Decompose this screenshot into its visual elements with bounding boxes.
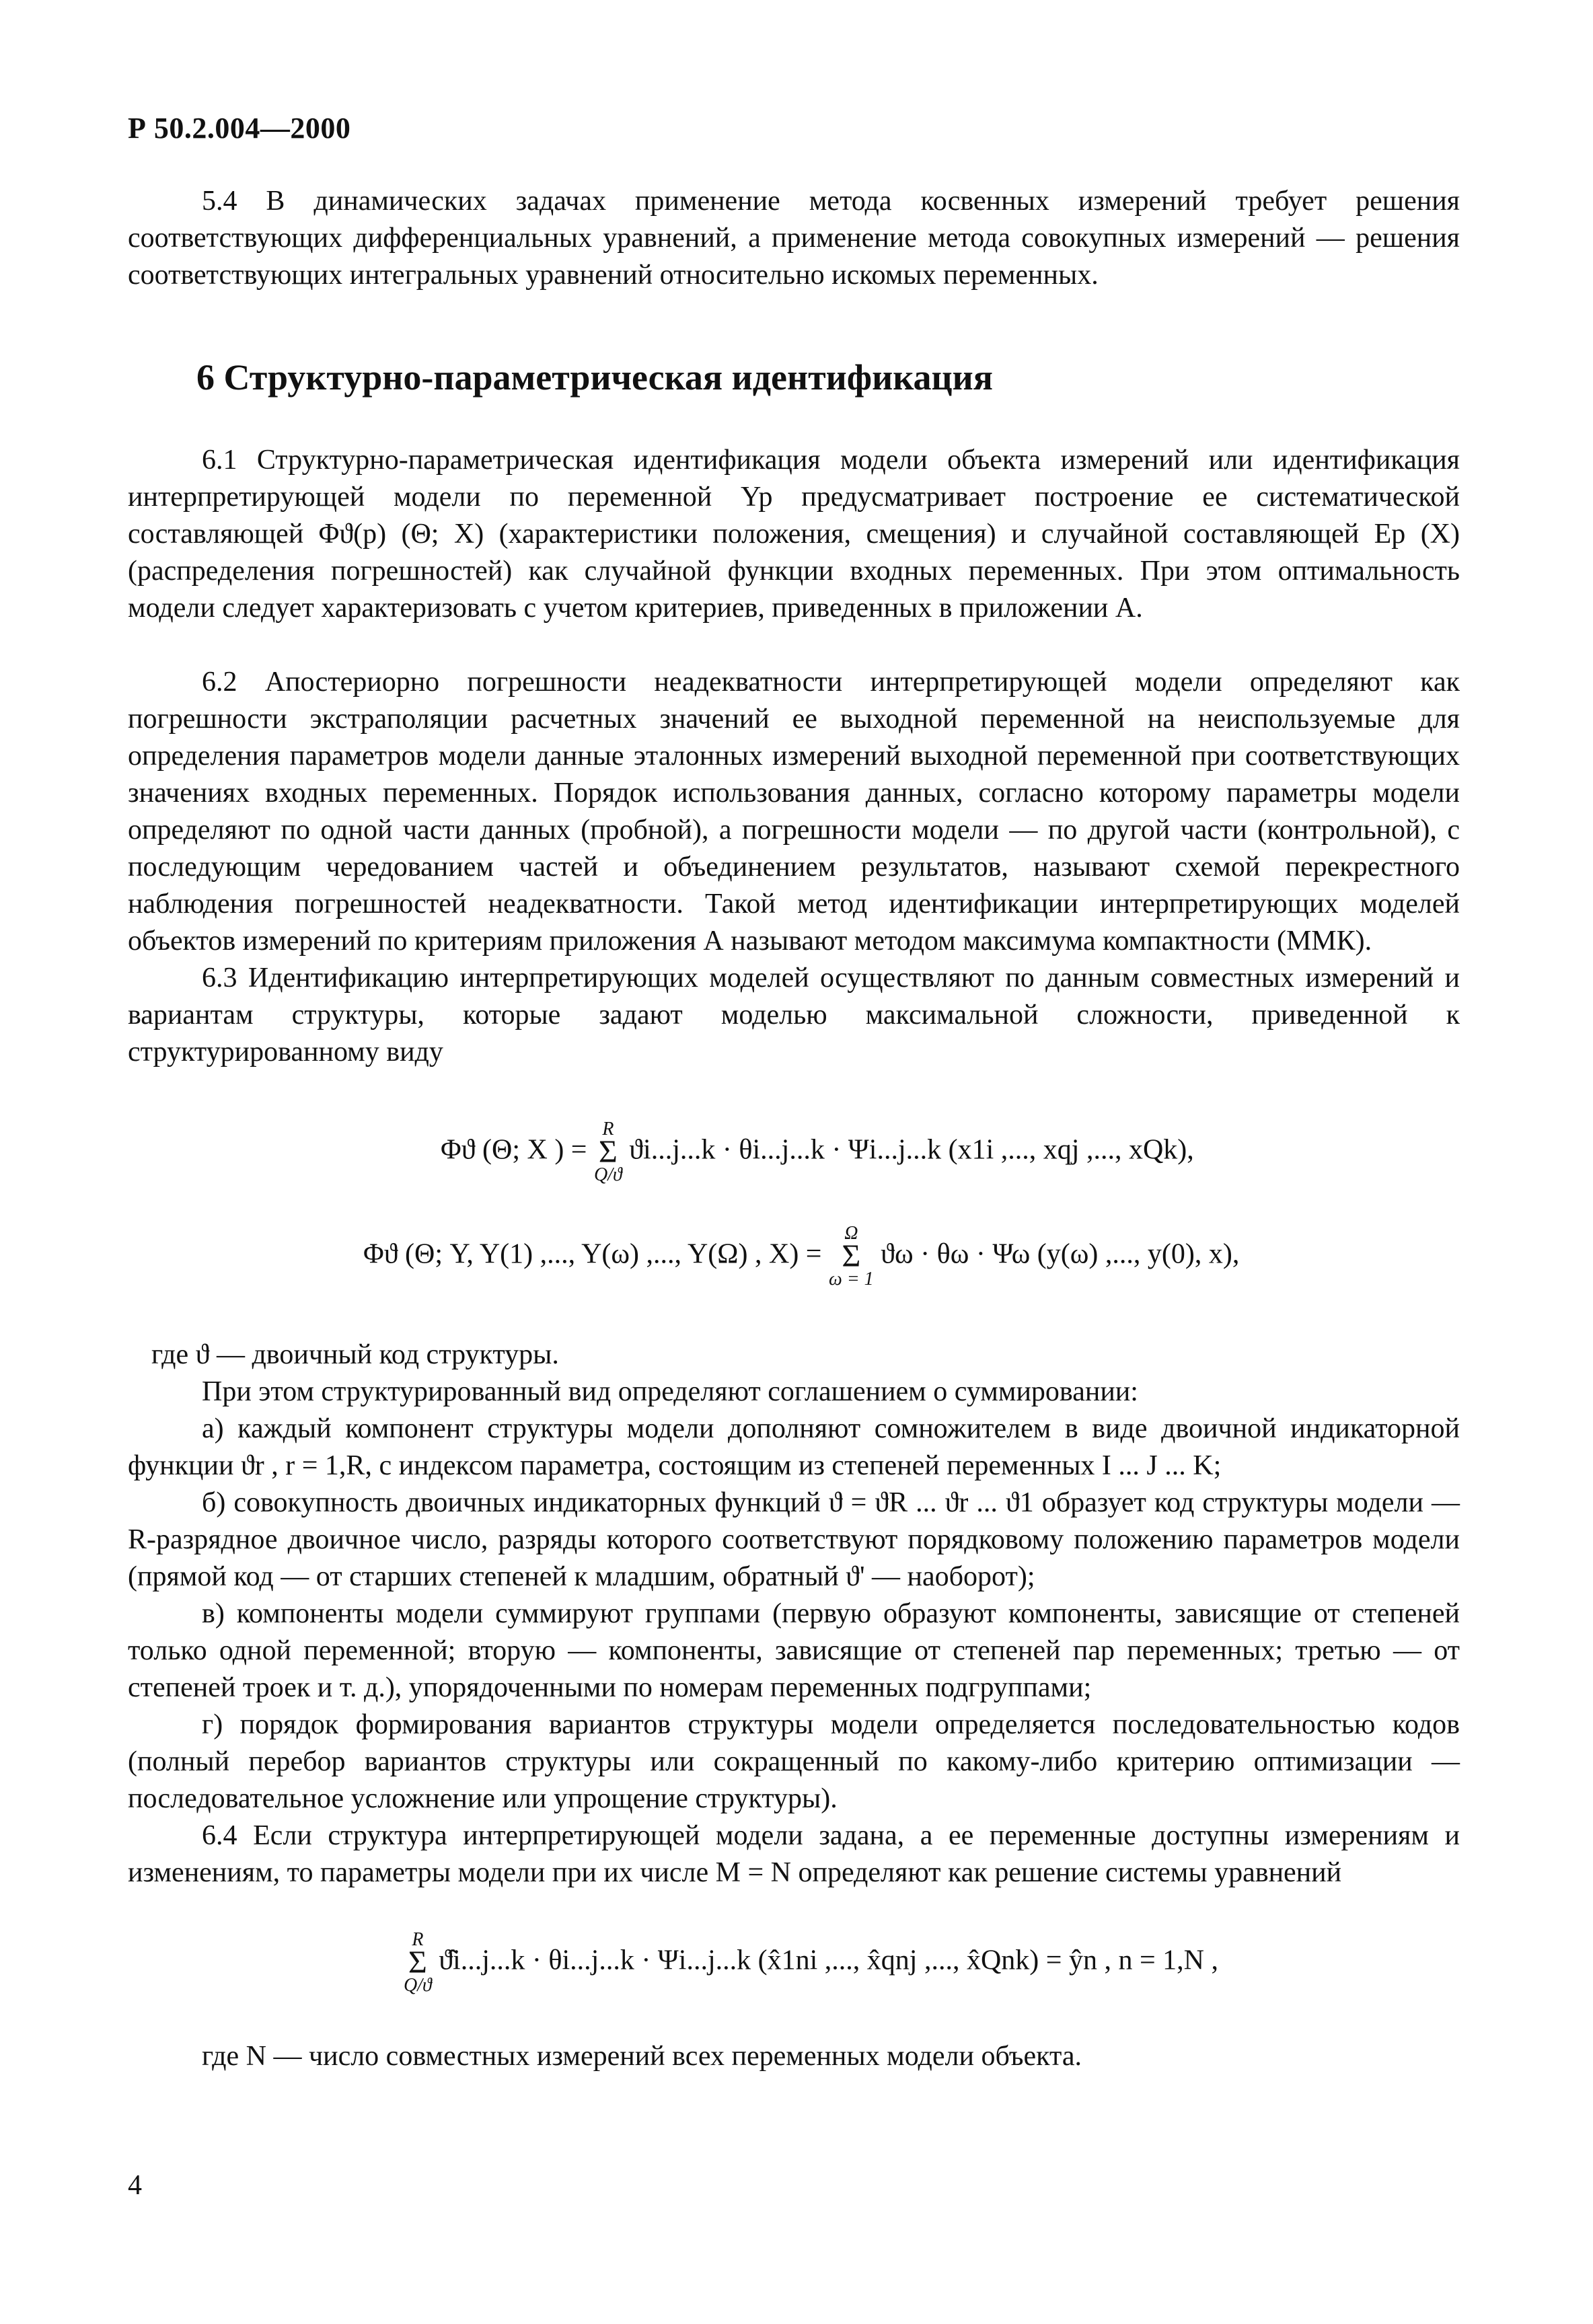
formula-1-sum-lower: Q/ϑ xyxy=(594,1164,622,1185)
formula-3-sum-lower: Q/ϑ xyxy=(404,1975,432,1996)
where-n-count: где N — число совместных измерений всех переменных модели объекта. xyxy=(202,2041,1082,2072)
sigma-symbol: Σ xyxy=(598,1134,618,1170)
sigma-symbol: Σ xyxy=(408,1945,427,1980)
convention-item-b: б) совокупность двоичных индикаторных функций ϑ = ϑR ... ϑr ... ϑ1 образует код структуры модели — R-разрядное двоичное число, разряды которого соответствуют порядковому положению параметров модели (прямой код — от старших степеней к младшим, обратный ϑ' — наоборот); xyxy=(128,1487,1460,1592)
formula-1-sum-upper: R xyxy=(602,1119,614,1139)
document-code-header: Р 50.2.004—2000 xyxy=(128,112,351,145)
formula-1-rhs: ϑi...j...k · θi...j...k · Ψi...j...k (x1i ,..., xqj ,..., xQk), xyxy=(629,1134,1194,1166)
formula-structured-model xyxy=(441,1120,1194,1185)
formula-2-sum-lower: ω = 1 xyxy=(829,1269,874,1289)
formula-3-rhs: ϑ̂i...j...k · θi...j...k · Ψi...j...k (x̂1ni ,..., x̂qnj ,..., x̂Qnk) = ŷn , n = 1,N , xyxy=(439,1945,1218,1976)
paragraph-6-2: 6.2 Апостериорно погрешности неадекватности интерпретирующей модели определяют как погрешности экстраполяции расчетных значений ее выходной переменной на неиспользуемые для определения параметров модели данные эталонных измерений выходной переменной при соответствующих значениях входных переменных. Порядок использования данных, согласно которому параметры модели определяют по одной части данных (пробной), а погрешности модели — по другой части (контрольной), с последующим чередованием частей и объединением результатов, называют схемой перекрестного наблюдения погрешностей неадекватности. Такой метод идентификации интерпретирующих моделей объектов измерений по критериям приложения А называют методом максимума компактности (ММК). xyxy=(128,667,1460,957)
paragraph-6-4: 6.4 Если структура интерпретирующей модели задана, а ее переменные доступны измерениям и изменениям, то параметры модели при их числе M = N определяют как решение системы уравнений xyxy=(128,1820,1460,1888)
where-structure-code: где ϑ — двоичный код структуры. xyxy=(151,1339,559,1370)
paragraph-6-3: 6.3 Идентификацию интерпретирующих моделей осуществляют по данным совместных измерений и вариантам структуры, которые задают моделью максимальной сложности, приведенной к структурированному виду xyxy=(128,963,1460,1067)
page-number: 4 xyxy=(128,2170,142,2201)
formula-2-sum-upper: Ω xyxy=(844,1223,858,1244)
paragraph-6-1: 6.1 Структурно-параметрическая идентификация модели объекта измерений или идентификация интерпретирующей модели по переменной Yp предусматривает построение ее систематической составляющей Φϑ(p) (Θ; X) (характеристики положения, смещения) и случайной составляющей Ep (X) (распределения погрешностей) как случайной функции входных переменных. При этом оптимальность модели следует характеризовать с учетом критериев, приведенных в приложении А. xyxy=(128,445,1460,624)
formula-equation-system xyxy=(404,1931,1218,1995)
sigma-symbol: Σ xyxy=(842,1238,861,1274)
formula-3-sum xyxy=(404,1931,432,1995)
formula-1-lhs: Φϑ (Θ; X ) = xyxy=(441,1134,587,1166)
convention-item-g: г) порядок формирования вариантов структуры модели определяется последовательностью кодов (полный перебор вариантов структуры или сокращенный по какому-либо критерию оптимизации — последовательное усложнение или упрощение структуры). xyxy=(128,1709,1460,1814)
formula-2-sum xyxy=(829,1224,874,1289)
formula-2-lhs: Φϑ (Θ; Y, Y(1) ,..., Y(ω) ,..., Y(Ω) , X) = xyxy=(363,1238,822,1270)
section-6-heading: 6 Структурно-параметрическая идентификация xyxy=(196,357,993,398)
formula-generalized-model xyxy=(363,1224,1239,1289)
paragraph-5-4: 5.4 В динамических задачах применение метода косвенных измерений требует решения соответствующих дифференциальных уравнений, а применение метода совокупных измерений — решения соответствующих интегральных уравнений относительно искомых переменных. xyxy=(128,186,1460,291)
formula-1-sum xyxy=(594,1120,622,1185)
convention-item-a: а) каждый компонент структуры модели дополняют сомножителем в виде двоичной индикаторной функции ϑr , r = 1,R, с индексом параметра, состоящим из степеней переменных I ... J ... K; xyxy=(128,1413,1460,1481)
formula-3-sum-upper: R xyxy=(412,1929,424,1950)
formula-2-rhs: ϑω · θω · Ψω (y(ω) ,..., y(0), x), xyxy=(881,1238,1240,1270)
convention-item-v: в) компоненты модели суммируют группами (первую образуют компоненты, зависящие от степеней только одной переменной; вторую — компоненты, зависящие от степеней пар переменных; третью — от степеней троек и т. д.), упорядоченными по номерам переменных подгруппами; xyxy=(128,1598,1460,1703)
convention-intro: При этом структурированный вид определяют соглашением о суммировании: xyxy=(202,1376,1138,1407)
